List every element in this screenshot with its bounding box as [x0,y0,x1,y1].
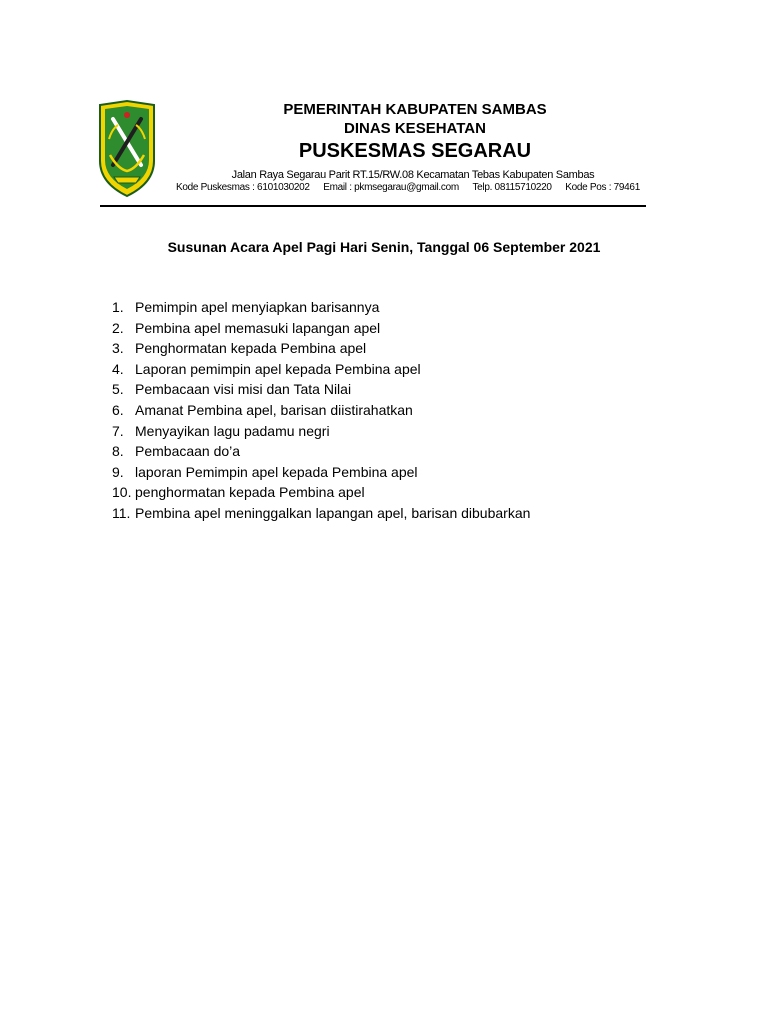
agenda-item [112,441,530,462]
agenda-item [112,379,530,400]
agenda-item-text: laporan Pemimpin apel kepada Pembina apel [135,463,418,480]
agenda-item [112,359,530,380]
agenda-item-number: 8. [112,443,124,460]
letterhead-text [166,100,646,183]
postal-code: Kode Pos : 79461 [565,182,640,193]
document-title: Susunan Acara Apel Pagi Hari Senin, Tanggal 06 September 2021 [167,239,601,255]
department-name: DINAS KESEHATAN [344,120,486,137]
agenda-item [112,482,530,503]
contact-line [176,182,640,194]
telephone: Telp. 08115710220 [472,182,552,193]
agenda-item [112,421,530,442]
agenda-item-number: 3. [112,340,124,357]
agenda-item [112,297,530,318]
letterhead [96,92,646,207]
regency-shield-emblem-icon [96,99,158,199]
agenda-item-text: Menyayikan lagu padamu negri [135,422,330,439]
email: Email : pkmsegarau@gmail.com [323,182,459,193]
agenda-item-text: Pembacaan visi misi dan Tata Nilai [135,381,352,398]
agenda-item-text: Laporan pemimpin apel kepada Pembina apel [135,360,421,377]
agenda-item [112,318,530,339]
agenda-item-text: Amanat Pembina apel, barisan diistirahatkan [135,401,413,418]
agenda-item-number: 1. [112,299,124,315]
agenda-item-number: 2. [112,319,124,336]
agenda-list [112,297,530,524]
agenda-item-text: Pembacaan do’a [135,443,241,460]
agenda-item [112,400,530,421]
address: Jalan Raya Segarau Parit RT.15/RW.08 Kecamatan Tebas Kabupaten Sambas [231,169,595,181]
agenda-item-number: 11. [112,504,131,521]
agenda-item-number: 10. [112,484,132,501]
agenda-item-number: 6. [112,401,124,418]
agenda-item-text: Pemimpin apel menyiapkan barisannya [135,299,380,315]
agenda-item-number: 5. [112,381,124,398]
agenda-item-text: penghormatan kepada Pembina apel [135,484,365,501]
agenda-item-text: Pembina apel meninggalkan lapangan apel, barisan dibubarkan [135,504,531,521]
agenda-item [112,503,530,524]
agenda-item-text: Penghormatan kepada Pembina apel [135,340,367,357]
agenda-item-number: 7. [112,422,124,439]
letterhead-divider [100,205,646,207]
agenda-item-number: 4. [112,360,124,377]
agenda-item [112,338,530,359]
government-name: PEMERINTAH KABUPATEN SAMBAS [283,101,547,118]
institution-name: PUSKESMAS SEGARAU [298,140,532,162]
agenda-item [112,462,530,483]
agenda-item-number: 9. [112,463,124,480]
kode-puskesmas: Kode Puskesmas : 6101030202 [176,182,310,193]
agenda-item-text: Pembina apel memasuki lapangan apel [135,319,381,336]
